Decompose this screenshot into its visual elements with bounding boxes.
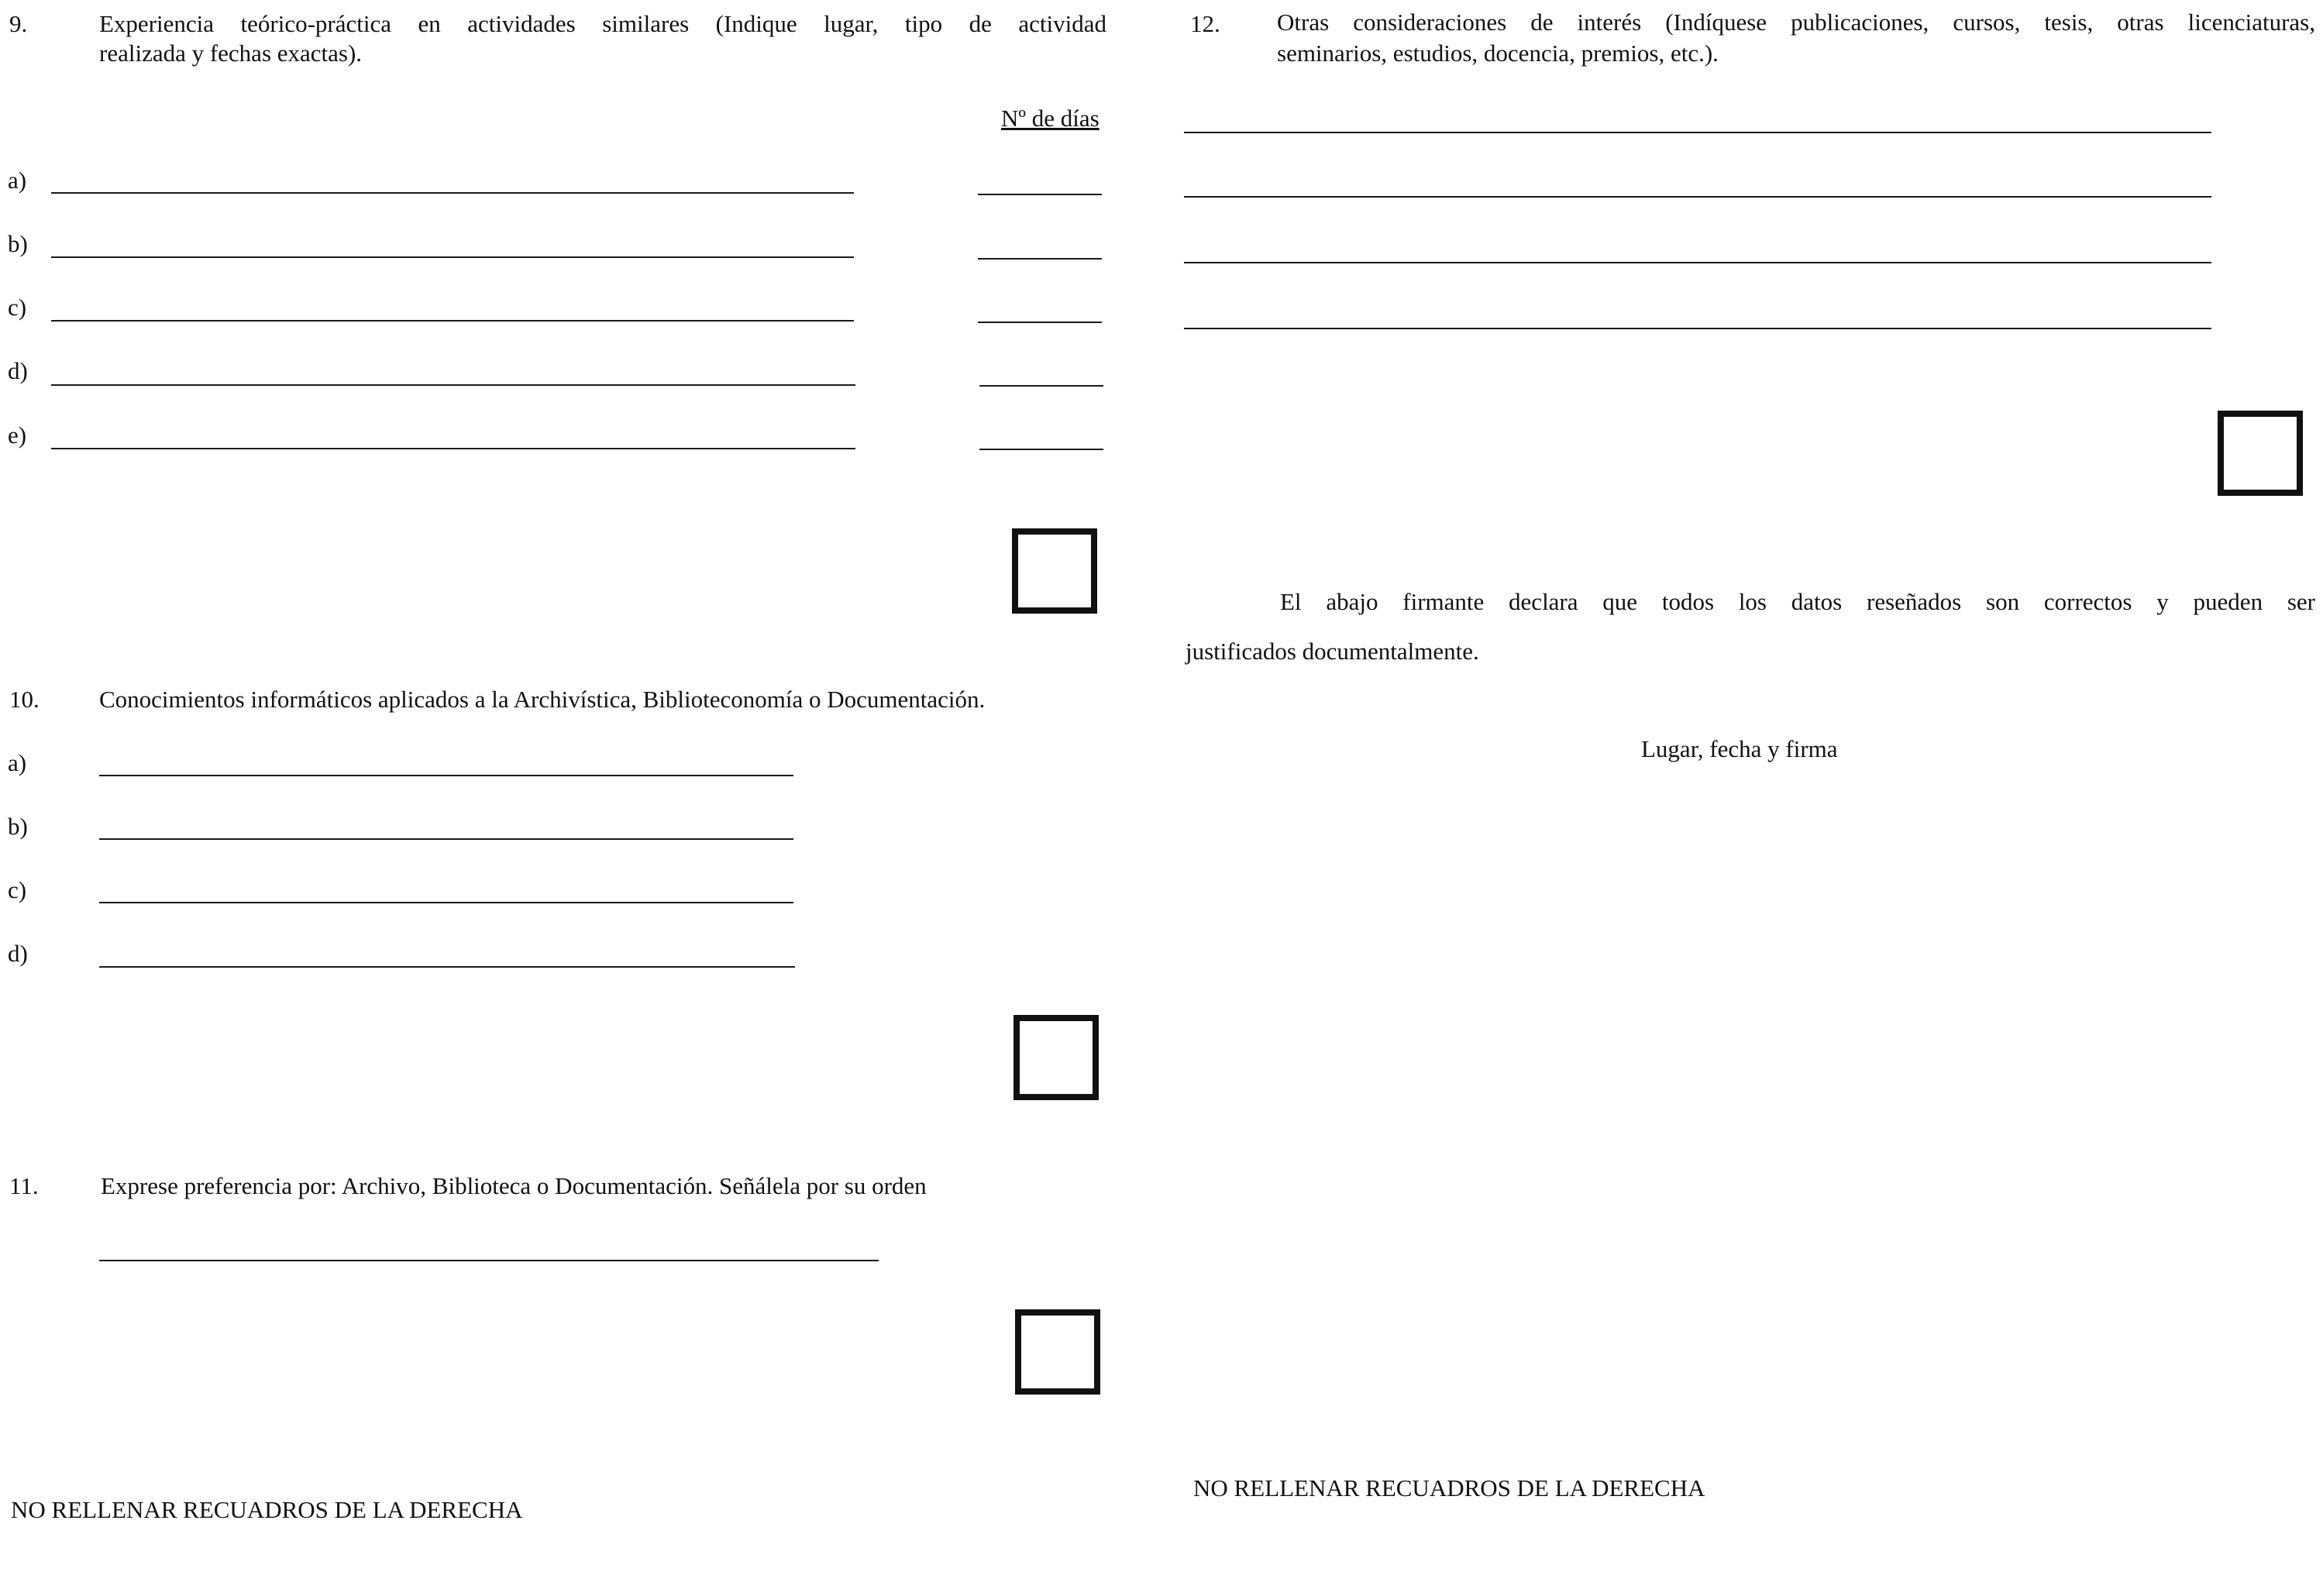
q10-item-a-label: a) [8, 749, 27, 776]
q9-item-a-days-line[interactable] [978, 194, 1102, 195]
declaration-line1: El abajo firmante declara que todos los datos reseñados son correctos y pueden ser [1280, 588, 2315, 615]
q10-item-b-line[interactable] [99, 838, 793, 840]
signature-area[interactable] [1395, 775, 2092, 1379]
q9-item-c-days-line[interactable] [978, 322, 1102, 323]
signature-label: Lugar, fecha y firma [1641, 735, 1838, 762]
q9-item-c-label: c) [8, 294, 27, 321]
q9-item-e-days-line[interactable] [979, 449, 1103, 450]
q9-item-e-label: e) [8, 421, 27, 449]
q9-item-b-label: b) [8, 230, 28, 257]
q10-office-use-box [1014, 1015, 1099, 1100]
q9-item-d-line[interactable] [51, 384, 855, 386]
q10-item-d-line[interactable] [99, 966, 795, 968]
q9-item-e-line[interactable] [51, 448, 855, 449]
q10-item-c-label: c) [8, 876, 27, 903]
days-column-header: Nº de días [1001, 105, 1100, 132]
right-footer-notice: NO RELLENAR RECUADROS DE LA DERECHA [1193, 1474, 1705, 1501]
question-12-text-line2: seminarios, estudios, docencia, premios, etc.). [1277, 40, 1719, 67]
q9-item-d-label: d) [8, 357, 28, 384]
q9-item-a-label: a) [8, 167, 27, 194]
question-9-text-line2: realizada y fechas exactas). [99, 40, 363, 67]
q11-office-use-box [1015, 1309, 1100, 1395]
question-10-number: 10. [9, 686, 40, 713]
q10-item-a-line[interactable] [99, 775, 793, 776]
q12-answer-line-1[interactable] [1184, 132, 2211, 133]
question-11-text: Exprese preferencia por: Archivo, Biblioteca o Documentación. Señálela por su orden [101, 1172, 927, 1199]
q9-item-d-days-line[interactable] [979, 385, 1103, 387]
question-9-number: 9. [9, 10, 28, 37]
question-12-text-line1: Otras consideraciones de interés (Indíquese publicaciones, cursos, tesis, otras licenciaturas, [1277, 9, 2315, 36]
declaration-line2: justificados documentalmente. [1186, 638, 1479, 665]
q9-item-b-days-line[interactable] [978, 258, 1102, 260]
q12-office-use-box [2218, 411, 2303, 496]
q12-answer-line-4[interactable] [1184, 328, 2211, 329]
question-9-text-line1: Experiencia teórico-práctica en actividades similares (Indique lugar, tipo de actividad [99, 10, 1106, 37]
q9-item-c-line[interactable] [51, 320, 854, 322]
q11-preference-line[interactable] [99, 1260, 879, 1261]
question-11-number: 11. [9, 1172, 39, 1199]
question-12-number: 12. [1190, 10, 1220, 37]
q12-answer-line-2[interactable] [1184, 196, 2211, 198]
question-10-text: Conocimientos informáticos aplicados a la Archivística, Biblioteconomía o Documentación. [99, 686, 986, 713]
q12-answer-line-3[interactable] [1184, 262, 2211, 263]
left-footer-notice: NO RELLENAR RECUADROS DE LA DERECHA [11, 1496, 523, 1523]
q10-item-c-line[interactable] [99, 902, 793, 903]
q9-item-b-line[interactable] [51, 256, 854, 258]
q9-office-use-box [1012, 528, 1097, 614]
q10-item-d-label: d) [8, 940, 28, 967]
q10-item-b-label: b) [8, 813, 28, 840]
q9-item-a-line[interactable] [51, 192, 854, 194]
